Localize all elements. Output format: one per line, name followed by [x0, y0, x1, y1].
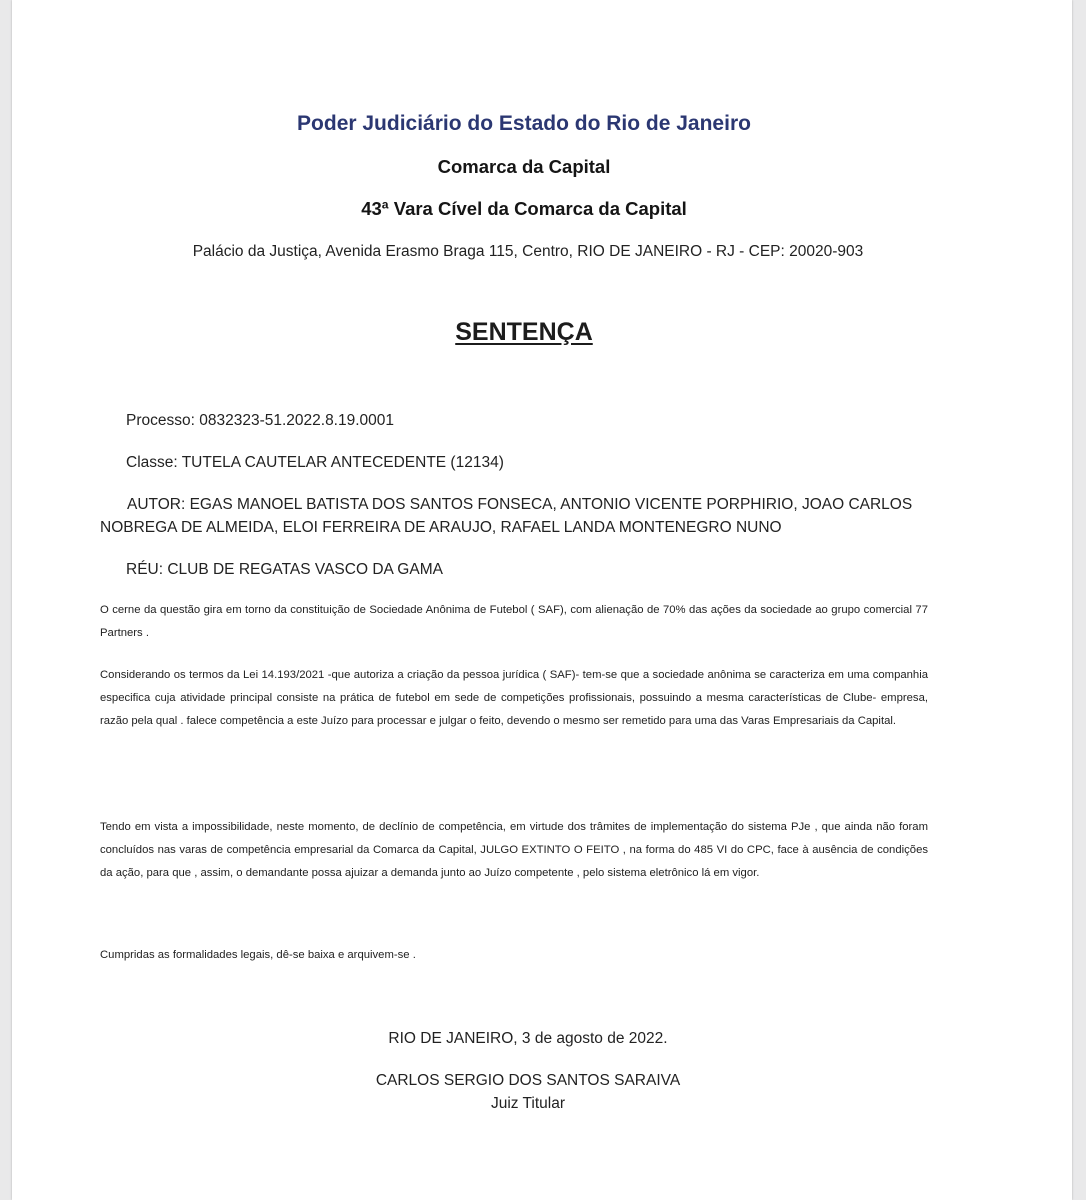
judge-name: CARLOS SERGIO DOS SANTOS SARAIVA: [375, 1072, 681, 1089]
plaintiffs: AUTOR: EGAS MANOEL BATISTA DOS SANTOS FONSECA, ANTONIO VICENTE PORPHIRIO, JOAO CARLOS NOBREGA DE ALMEIDA, ELOI FERREIRA DE ARAUJO, RAFAEL LANDA MONTENEGRO NUNO: [100, 496, 913, 536]
document-page: [12, 0, 1072, 1200]
case-number: Processo: 0832323-51.2022.8.19.0001: [126, 412, 395, 429]
paragraph-2: Considerando os termos da Lei 14.193/2021 -que autoriza a criação da pessoa jurídica ( SAF)- tem-se que a sociedade anônima se caracteriza em uma companhia especifica cuja atividade principal consiste na prática de futebol em sede de competições profissionais, possuindo a mesma características de Clube- empresa, razão pela qual . falece competência a este Juízo para processar e julgar o feito, devendo o mesmo ser remetido para uma das Varas Empresariais da Capital.: [100, 669, 928, 727]
paragraph-1: O cerne da questão gira em torno da constituição de Sociedade Anônima de Futebol ( SAF), com alienação de 70% das ações da sociedade ao grupo comercial 77 Partners .: [100, 604, 928, 639]
paragraph-3: Tendo em vista a impossibilidade, neste momento, de declínio de competência, em virtude dos trâmites de implementação do sistema PJe , que ainda não foram concluídos nas varas de competência empresarial da Comarca da Capital, JULGO EXTINTO O FEITO , na forma do 485 VI do CPC, face à ausência de condições da ação, para que , assim, o demandante possa ajuizar a demanda junto ao Juízo competente , pelo sistema eletrônico lá em vigor.: [100, 821, 928, 879]
case-class: Classe: TUTELA CAUTELAR ANTECEDENTE (12134): [126, 454, 504, 471]
vara-name: 43ª Vara Cível da Comarca da Capital: [361, 198, 687, 219]
court-name: Poder Judiciário do Estado do Rio de Janeiro: [297, 112, 751, 135]
defendant: RÉU: CLUB DE REGATAS VASCO DA GAMA: [126, 561, 443, 578]
place-date: RIO DE JANEIRO, 3 de agosto de 2022.: [388, 1030, 668, 1047]
comarca-name: Comarca da Capital: [437, 156, 611, 177]
judge-title: Juiz Titular: [490, 1095, 566, 1112]
paragraph-4: Cumpridas as formalidades legais, dê-se baixa e arquivem-se .: [100, 949, 416, 961]
court-address: Palácio da Justiça, Avenida Erasmo Braga 115, Centro, RIO DE JANEIRO - RJ - CEP: 20020-903: [192, 243, 864, 260]
document-title: SENTENÇA: [455, 318, 593, 346]
